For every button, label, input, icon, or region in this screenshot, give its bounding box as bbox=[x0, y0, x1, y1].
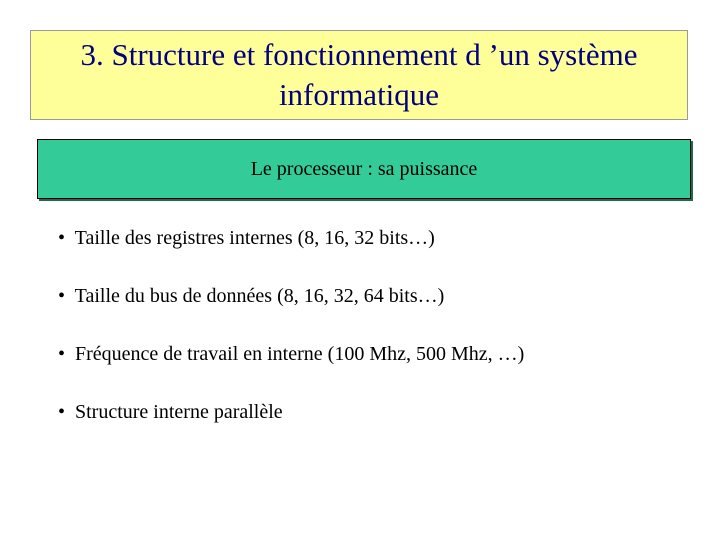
slide-title-box bbox=[30, 30, 688, 120]
bullet-item-bus bbox=[58, 284, 524, 308]
slide-subtitle-box bbox=[37, 139, 691, 199]
bullet-text: Structure interne parallèle bbox=[75, 401, 283, 423]
bullet-list bbox=[58, 226, 524, 458]
bullet-text: Taille des registres internes (8, 16, 32 bits…) bbox=[74, 227, 435, 249]
bullet-icon: • bbox=[58, 343, 66, 365]
bullet-item-frequence bbox=[58, 342, 524, 366]
bullet-item-registres bbox=[58, 226, 524, 250]
bullet-text: Fréquence de travail en interne (100 Mhz, 500 Mhz, …) bbox=[75, 343, 525, 365]
bullet-icon: • bbox=[58, 285, 66, 307]
bullet-icon: • bbox=[58, 401, 66, 423]
bullet-item-structure bbox=[58, 400, 524, 424]
bullet-icon: • bbox=[58, 227, 66, 249]
bullet-text: Taille du bus de données (8, 16, 32, 64 bits…) bbox=[74, 285, 445, 307]
slide-subtitle: Le processeur : sa puissance bbox=[250, 157, 478, 180]
slide-title: 3. Structure et fonctionnement d ’un système informatique bbox=[80, 37, 638, 112]
